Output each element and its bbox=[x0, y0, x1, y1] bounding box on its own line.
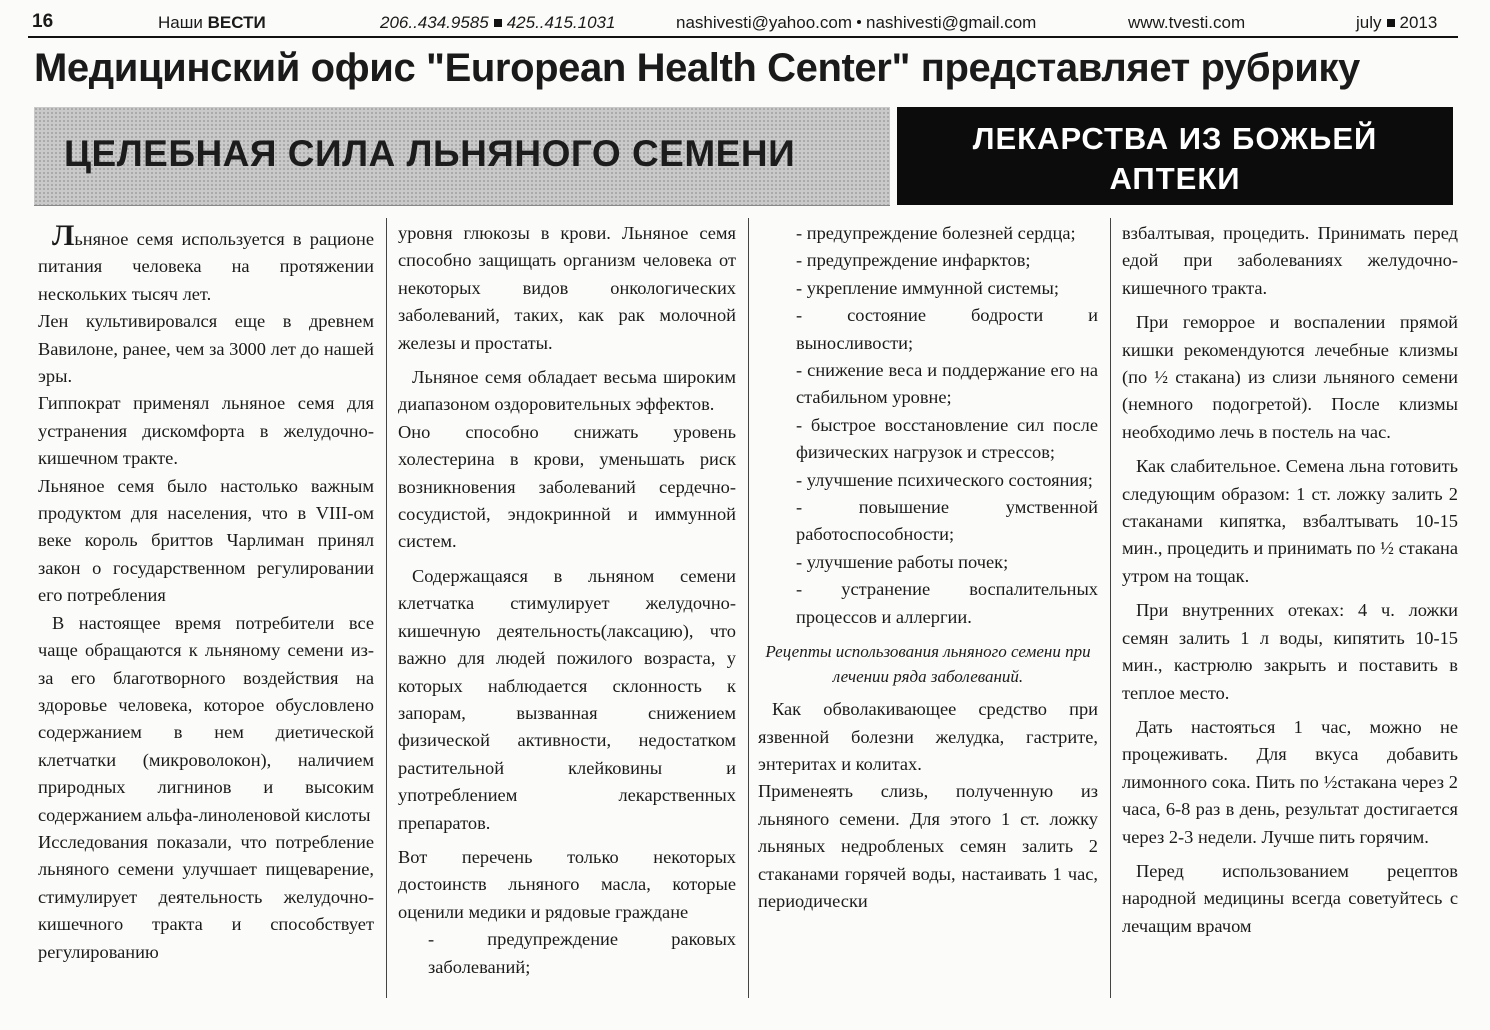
website: www.tvesti.com bbox=[1128, 13, 1246, 32]
column-divider bbox=[386, 218, 387, 998]
paragraph: взбалтывая, процедить. Принимать перед едой при заболеваниях желудочно-кишечного тракта. bbox=[1122, 223, 1458, 298]
rubric-title-line-1: ЛЕКАРСТВА ИЗ БОЖЬЕЙ bbox=[972, 121, 1378, 156]
paragraph: Лен культивировался еще в древнем Вавилоне, ранее, чем за 3000 лет до нашей эры. bbox=[38, 311, 374, 387]
phone-numbers bbox=[380, 13, 615, 33]
headline: Медицинский офис "European Health Center" представляет рубрику bbox=[34, 46, 1360, 90]
column-4 bbox=[1122, 220, 1458, 940]
phone-1: 206..434.9585 bbox=[380, 13, 489, 32]
paragraph: Льняное семя было настолько важным продуктом для населения, что в VIII-ом веке король бриттов Чарлиман принял закон о государственном регулировании его потребления bbox=[38, 475, 374, 606]
paragraph: Как слабительное. Семена льна готовить следующим образом: 1 ст. ложку залить 2 стаканами кипятка, взбалтывать 10-15 мин., процедить и принимать по ½ стакана утром на тощак. bbox=[1122, 456, 1458, 586]
paragraph: уровня глюкозы в крови. Льняное семя способно защищать организм человека от некоторых видов онкологических заболеваний, таких, как рак молочной железы и простаты. bbox=[398, 223, 736, 353]
email-1: nashivesti@yahoo.com bbox=[676, 13, 853, 32]
column-2 bbox=[398, 220, 736, 981]
list-item: - устранение воспалительных процессов и аллергии. bbox=[796, 579, 1098, 627]
paragraph-text: ьняное семя используется в рационе питания человека на протяжении нескольких тысяч лет. bbox=[38, 229, 374, 304]
square-bullet-icon bbox=[1387, 19, 1395, 27]
paragraph: При внутренних отеках: 4 ч. ложки семян залить 1 л воды, кипятить 10-15 мин., кастрюлю закрыть и поставить в теплое место. bbox=[1122, 600, 1458, 703]
list-item: - быстрое восстановление сил после физических нагрузок и стрессов; bbox=[796, 414, 1098, 463]
column-divider bbox=[1110, 218, 1111, 998]
list-item: - снижение веса и поддержание его на стабильном уровне; bbox=[796, 360, 1098, 408]
issue-date bbox=[1356, 13, 1437, 33]
list-item: - состояние бодрости и выносливости; bbox=[796, 305, 1098, 353]
page-number: 16 bbox=[32, 11, 54, 32]
paragraph: Вот перечень только некоторых достоинств льняного масла, которые оценили медики и рядовые граждане bbox=[398, 846, 736, 922]
paragraph: Исследования показали, что потребление льняного семени улучшает пищеварение, стимулирует деятельность желудочно-кишечного тракта и способствует регулированию bbox=[38, 831, 374, 962]
list-item: - укрепление иммунной системы; bbox=[796, 277, 1059, 298]
issue-month: july bbox=[1356, 13, 1382, 32]
paragraph: Применеять слизь, полученную из льняного семени. Для этого 1 ст. ложку льняных недробленых семян залить 2 стаканами горячей воды, настаивать 1 час, периодически bbox=[758, 781, 1098, 911]
paragraph: Оно способно снижать уровень холестерина в крови, уменьшать риск возникновения заболеваний сердечно-сосудистой, эндокринной и иммунной систем. bbox=[398, 421, 736, 552]
list-item: - предупреждение болезней сердца; bbox=[796, 223, 1076, 243]
paragraph: Содержащаяся в льняном семени клетчатка стимулирует желудочно-кишечную деятельность(лаксацию), что важно для людей пожилого возраста, у которых наблюдается склонность к запорам, вызванная снижением физической активности, недостатком растительной клейковины и употреблением лекарственных препаратов. bbox=[398, 565, 736, 833]
email-2: nashivesti@gmail.com bbox=[866, 13, 1037, 32]
rubric-title-line-2: АПТЕКИ bbox=[1109, 161, 1241, 196]
list-item: - предупреждение инфарктов; bbox=[796, 250, 1031, 271]
paragraph: Как обволакивающее средство при язвенной болезни желудка, гастрите, энтеритах и колитах. bbox=[758, 699, 1098, 774]
paper-name-prefix: Наши bbox=[158, 13, 203, 32]
dot-bullet-icon bbox=[857, 20, 861, 24]
paper-name bbox=[158, 13, 266, 33]
list-item: - улучшение работы почек; bbox=[796, 551, 1009, 572]
article-title: ЦЕЛЕБНАЯ СИЛА ЛЬНЯНОГО СЕМЕНИ bbox=[64, 133, 796, 174]
paper-name-bold: ВЕСТИ bbox=[207, 13, 266, 32]
recipe-subheading: Рецепты использования льняного семени при лечении ряда заболеваний. bbox=[765, 642, 1091, 687]
issue-year: 2013 bbox=[1399, 13, 1438, 32]
paragraph: В настоящее время потребители все чаще обращаются к льняному семени из-за его благотворного воздействия на здоровье человека, которое обусловлено содержанием в нем диетической клетчатки (микроволокон), наличием природных лигнинов и высоким содержанием альфа-линоленовой кислоты bbox=[38, 612, 374, 825]
paragraph: Дать настояться 1 час, можно не процеживать. Для вкуса добавить лимонного сока. Пить по ½стакана через 2 часа, 6-8 раз в день, результат достигается через 2-3 недели. Лучше пить горячим. bbox=[1122, 716, 1458, 847]
phone-2: 425..415.1031 bbox=[506, 13, 616, 32]
drop-cap: Л bbox=[52, 219, 75, 252]
list-item: - повышение умственной работоспособности; bbox=[796, 497, 1098, 545]
rubric-band bbox=[897, 107, 1453, 205]
paragraph: Льняное семя обладает весьма широким диапазоном оздоровительных эффектов. bbox=[398, 367, 736, 415]
square-bullet-icon bbox=[494, 19, 502, 27]
page-header bbox=[28, 10, 1458, 38]
list-item: - предупреждение раковых заболеваний; bbox=[428, 929, 736, 977]
column-1 bbox=[38, 220, 374, 966]
column-divider bbox=[748, 218, 749, 998]
paragraph: При геморрое и воспалении прямой кишки рекомендуются лечебные клизмы (по ½ стакана) из слизи льняного семени (немного подогретой). После клизмы необходимо лечь в постель на час. bbox=[1122, 312, 1458, 442]
column-3 bbox=[758, 220, 1098, 915]
list-item: - улучшение психического состояния; bbox=[796, 469, 1093, 490]
article-title-band bbox=[34, 107, 890, 206]
paragraph: Гиппократ применял льняное семя для устранения дискомфорта в желудочно-кишечном тракте. bbox=[38, 393, 374, 469]
paragraph: Перед использованием рецептов народной медицины всегда советуйтесь с лечащим врачом bbox=[1122, 860, 1458, 936]
emails bbox=[676, 13, 1036, 33]
paragraph bbox=[38, 219, 374, 308]
